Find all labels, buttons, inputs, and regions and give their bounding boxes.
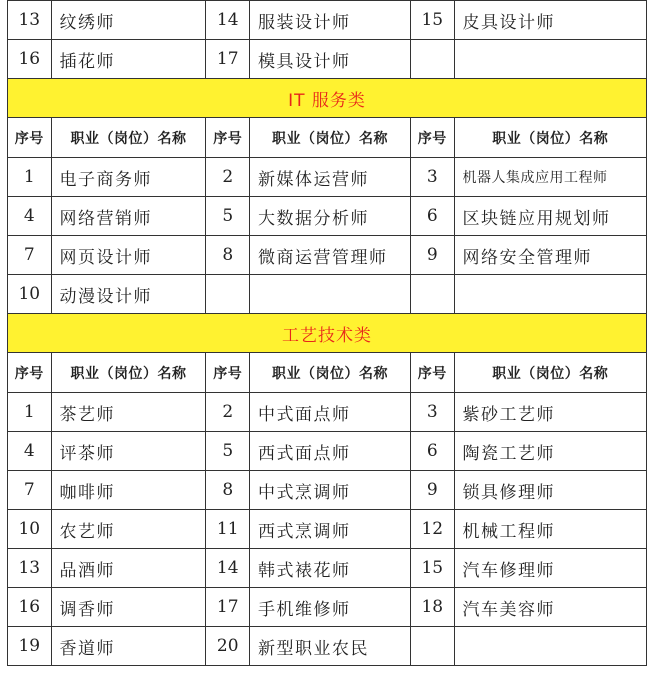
serial-number-cell: 5 [206,432,250,471]
occupation-name-cell: 评茶师 [51,432,206,471]
serial-number-cell: 7 [8,236,52,275]
header-occupation-name: 职业（岗位）名称 [51,118,206,158]
header-serial-number: 序号 [411,353,455,393]
occupation-table [7,0,647,666]
category-row [8,79,647,118]
occupation-name-cell: 区块链应用规划师 [454,197,646,236]
occupation-name-cell: 汽车修理师 [454,549,646,588]
header-occupation-name: 职业（岗位）名称 [454,353,646,393]
occupation-name-cell: 皮具设计师 [454,1,646,40]
occupation-name-cell: 纹绣师 [51,1,206,40]
serial-number-cell [411,40,455,79]
category-title: IT 服务类 [8,79,647,118]
table-row [8,393,647,432]
header-serial-number: 序号 [8,118,52,158]
category-title: 工艺技术类 [8,314,647,353]
serial-number-cell: 9 [411,236,455,275]
serial-number-cell: 8 [206,471,250,510]
serial-number-cell: 17 [206,588,250,627]
table-row [8,432,647,471]
serial-number-cell: 1 [8,393,52,432]
serial-number-cell: 18 [411,588,455,627]
serial-number-cell: 17 [206,40,250,79]
occupation-name-cell: 中式面点师 [250,393,411,432]
serial-number-cell: 16 [8,588,52,627]
occupation-name-cell: 紫砂工艺师 [454,393,646,432]
serial-number-cell: 6 [411,197,455,236]
occupation-name-cell [454,40,646,79]
serial-number-cell: 4 [8,432,52,471]
occupation-name-cell: 机械工程师 [454,510,646,549]
header-occupation-name: 职业（岗位）名称 [51,353,206,393]
header-serial-number: 序号 [411,118,455,158]
occupation-name-cell: 服装设计师 [250,1,411,40]
table-row [8,549,647,588]
occupation-name-cell [454,627,646,666]
occupation-name-cell: 动漫设计师 [51,275,206,314]
occupation-name-cell: 调香师 [51,588,206,627]
serial-number-cell: 2 [206,158,250,197]
header-occupation-name: 职业（岗位）名称 [250,353,411,393]
serial-number-cell: 15 [411,1,455,40]
table-row [8,471,647,510]
header-occupation-name: 职业（岗位）名称 [250,118,411,158]
serial-number-cell: 1 [8,158,52,197]
serial-number-cell: 20 [206,627,250,666]
occupation-name-cell: 西式烹调师 [250,510,411,549]
serial-number-cell: 13 [8,1,52,40]
table-row [8,158,647,197]
serial-number-cell: 2 [206,393,250,432]
occupation-name-cell: 电子商务师 [51,158,206,197]
serial-number-cell: 10 [8,510,52,549]
occupation-name-cell [250,275,411,314]
occupation-name-cell: 插花师 [51,40,206,79]
serial-number-cell: 14 [206,1,250,40]
occupation-name-cell: 模具设计师 [250,40,411,79]
occupation-name-cell: 新型职业农民 [250,627,411,666]
occupation-name-cell: 咖啡师 [51,471,206,510]
occupation-name-cell: 手机维修师 [250,588,411,627]
header-row [8,353,647,393]
serial-number-cell: 3 [411,393,455,432]
occupation-name-cell: 韩式裱花师 [250,549,411,588]
serial-number-cell: 13 [8,549,52,588]
serial-number-cell: 4 [8,197,52,236]
occupation-name-cell: 网络营销师 [51,197,206,236]
occupation-name-cell: 品酒师 [51,549,206,588]
serial-number-cell: 14 [206,549,250,588]
table-row [8,40,647,79]
occupation-name-cell: 中式烹调师 [250,471,411,510]
table-row [8,1,647,40]
serial-number-cell: 10 [8,275,52,314]
occupation-name-cell: 香道师 [51,627,206,666]
occupation-name-cell: 农艺师 [51,510,206,549]
table-row [8,588,647,627]
occupation-name-cell: 网络安全管理师 [454,236,646,275]
table-row [8,236,647,275]
occupation-name-cell: 茶艺师 [51,393,206,432]
occupation-name-cell: 机器人集成应用工程师 [454,158,646,197]
header-occupation-name: 职业（岗位）名称 [454,118,646,158]
serial-number-cell: 9 [411,471,455,510]
serial-number-cell: 6 [411,432,455,471]
table-row [8,627,647,666]
serial-number-cell: 3 [411,158,455,197]
occupation-name-cell: 新媒体运营师 [250,158,411,197]
occupation-name-cell: 锁具修理师 [454,471,646,510]
header-serial-number: 序号 [206,118,250,158]
serial-number-cell: 16 [8,40,52,79]
serial-number-cell: 5 [206,197,250,236]
serial-number-cell [411,275,455,314]
serial-number-cell: 15 [411,549,455,588]
occupation-name-cell: 西式面点师 [250,432,411,471]
table-row [8,197,647,236]
occupation-name-cell: 微商运营管理师 [250,236,411,275]
serial-number-cell: 11 [206,510,250,549]
occupation-name-cell [454,275,646,314]
occupation-name-cell: 网页设计师 [51,236,206,275]
serial-number-cell: 7 [8,471,52,510]
occupation-name-cell: 大数据分析师 [250,197,411,236]
occupation-name-cell: 汽车美容师 [454,588,646,627]
category-row [8,314,647,353]
serial-number-cell: 12 [411,510,455,549]
table-row [8,275,647,314]
occupation-table-body [8,1,647,666]
header-row [8,118,647,158]
serial-number-cell [206,275,250,314]
serial-number-cell: 8 [206,236,250,275]
header-serial-number: 序号 [8,353,52,393]
header-serial-number: 序号 [206,353,250,393]
table-row [8,510,647,549]
serial-number-cell [411,627,455,666]
occupation-name-cell: 陶瓷工艺师 [454,432,646,471]
serial-number-cell: 19 [8,627,52,666]
